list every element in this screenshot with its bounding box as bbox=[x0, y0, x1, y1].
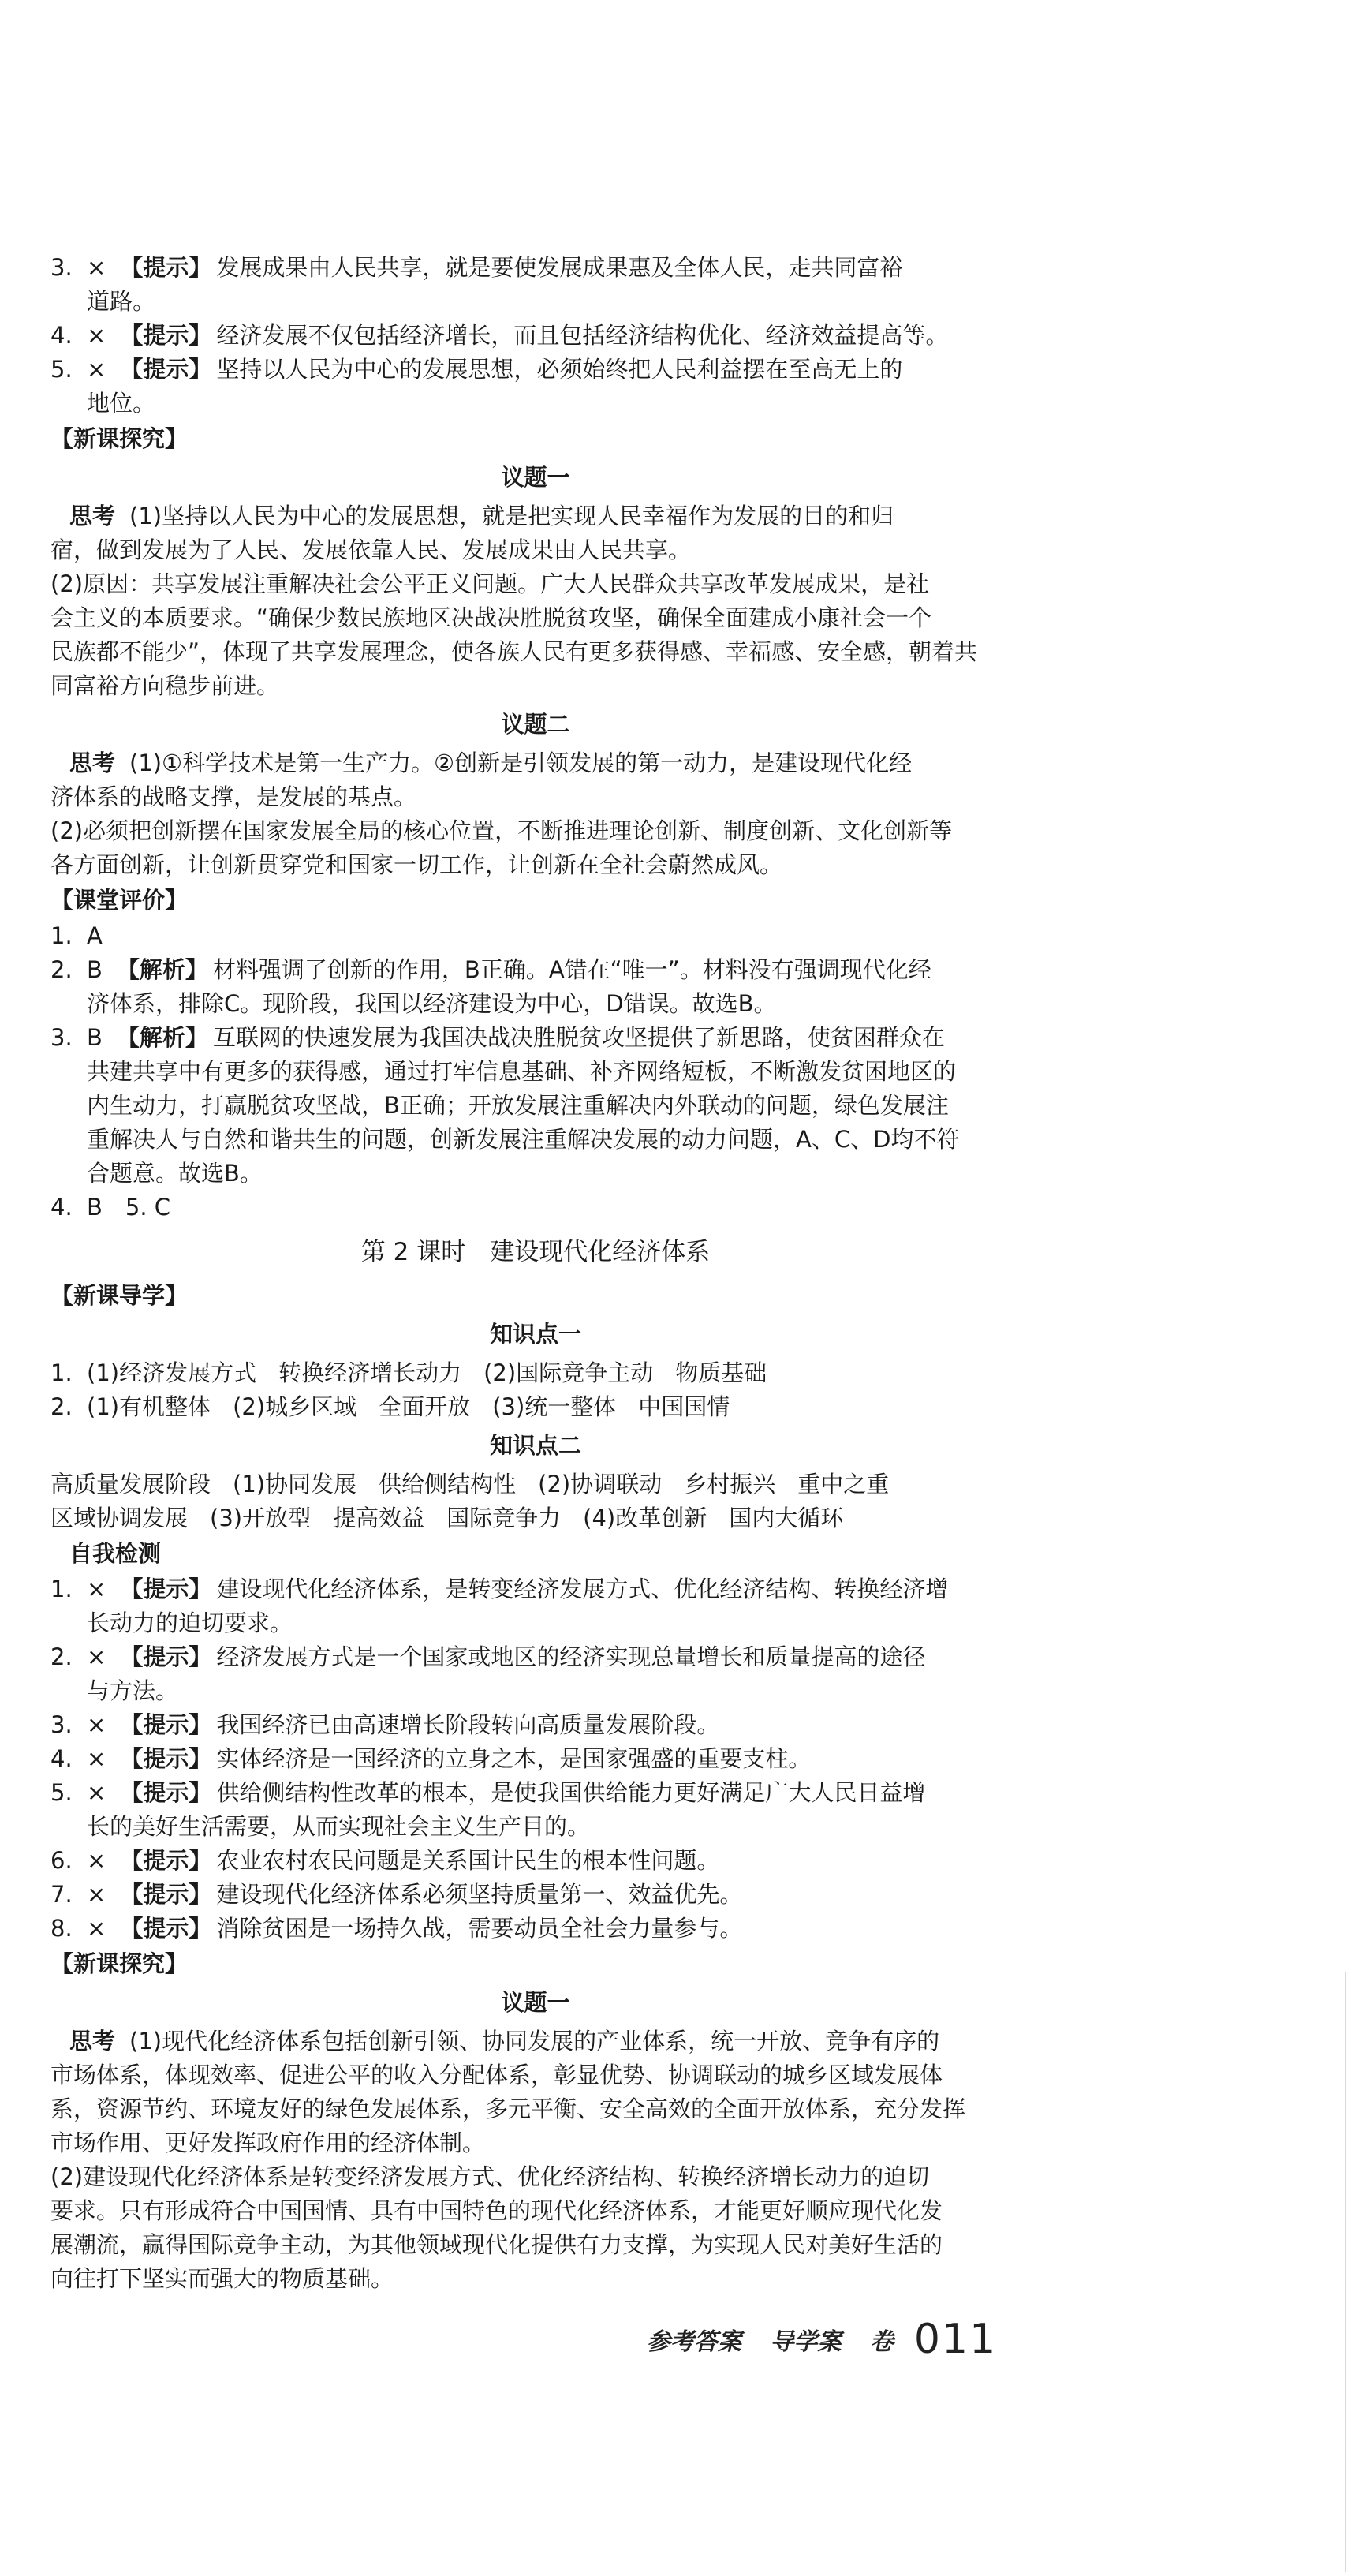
item-number: 1. bbox=[50, 1576, 73, 1602]
answer-item bbox=[50, 1021, 1021, 1191]
hint-tag: 【提示】 bbox=[120, 1915, 212, 1942]
answer-item bbox=[50, 1776, 1021, 1844]
cross-mark: × bbox=[87, 1745, 106, 1772]
text-line: (2)建设现代化经济体系是转变经济发展方式、优化经济结构、转换经济增长动力的迫切 bbox=[50, 2163, 930, 2190]
hint-text: 农业农村农民问题是关系国计民生的根本性问题。 bbox=[216, 1847, 720, 1874]
knowledge-point-heading: 知识点一 bbox=[489, 1321, 581, 1348]
item-number: 1. bbox=[50, 1359, 73, 1386]
text-line: (1)现代化经济体系包括创新引领、协同发展的产业体系，统一开放、竞争有序的 bbox=[129, 2028, 940, 2054]
section-heading: 【新课探究】 bbox=[50, 425, 189, 452]
hint-tag: 【提示】 bbox=[120, 1847, 212, 1874]
item-number: 4. bbox=[50, 1745, 73, 1772]
item-number: 3. bbox=[50, 254, 73, 281]
hint-text: 建设现代化经济体系必须坚持质量第一、效益优先。 bbox=[216, 1881, 743, 1908]
analysis-text: 济体系，排除C。现阶段，我国以经济建设为中心，D错误。故选B。 bbox=[87, 990, 777, 1017]
topic-heading: 议题一 bbox=[501, 1989, 570, 2016]
fill-answer: 物质基础 bbox=[675, 1359, 767, 1386]
topic-heading: 议题一 bbox=[501, 464, 570, 491]
answer-item bbox=[50, 1742, 1021, 1776]
answer-item bbox=[50, 319, 1021, 353]
cross-mark: × bbox=[87, 254, 106, 281]
thinking-label: 思考 bbox=[69, 2028, 116, 2054]
analysis-text: 互联网的快速发展为我国决战决胜脱贫攻坚提供了新思路，使贫困群众在 bbox=[212, 1024, 945, 1051]
item-number: 2. bbox=[50, 956, 73, 983]
answer-choice: B bbox=[87, 1024, 103, 1051]
cross-mark: × bbox=[87, 1779, 106, 1806]
cross-mark: × bbox=[87, 356, 106, 383]
answer-item bbox=[50, 1844, 1021, 1878]
text-line: 要求。只有形成符合中国国情、具有中国特色的现代化经济体系，才能更好顺应现代化发 bbox=[50, 2197, 943, 2224]
fill-answer: (4)改革创新 bbox=[583, 1505, 707, 1531]
item-number: 5. bbox=[50, 1779, 73, 1806]
section-heading: 【新课导学】 bbox=[50, 1282, 189, 1309]
lesson-title: 第 2 课时 建设现代化经济体系 bbox=[360, 1238, 711, 1266]
text-line: 市场作用、更好发挥政府作用的经济体制。 bbox=[50, 2129, 486, 2156]
answer-text: B 5. C bbox=[87, 1194, 171, 1221]
text-line: 会主义的本质要求。“确保少数民族地区决战决胜脱贫攻坚，确保全面建成小康社会一个 bbox=[50, 604, 932, 631]
cross-mark: × bbox=[87, 1881, 106, 1908]
fill-answer: 供给侧结构性 bbox=[379, 1471, 517, 1497]
cross-mark: × bbox=[87, 1915, 106, 1942]
text-line: (2)原因：共享发展注重解决社会公平正义问题。广大人民群众共享改革发展成果，是社 bbox=[50, 570, 930, 597]
knowledge-point-heading: 知识点二 bbox=[489, 1432, 581, 1459]
item-number: 4. bbox=[50, 1194, 73, 1221]
section-heading: 【课堂评价】 bbox=[50, 887, 189, 914]
hint-text: 地位。 bbox=[87, 390, 156, 417]
fill-answer: 提高效益 bbox=[333, 1505, 425, 1531]
footer-label: 导学案 bbox=[770, 2328, 842, 2356]
topic-heading: 议题二 bbox=[501, 711, 570, 738]
text-line: 系，资源节约、环境友好的绿色发展体系，多元平衡、安全高效的全面开放体系，充分发挥 bbox=[50, 2096, 966, 2122]
fill-answer-row bbox=[50, 1467, 1021, 1501]
fill-answer: 重中之重 bbox=[797, 1471, 890, 1497]
text-line: 市场体系，体现效率、促进公平的收入分配体系，彰显优势、协调联动的城乡区域发展体 bbox=[50, 2062, 943, 2088]
answer-item bbox=[50, 1912, 1021, 1946]
hint-tag: 【提示】 bbox=[120, 1711, 212, 1738]
analysis-text: 重解决人与自然和谐共生的问题，创新发展注重解决发展的动力问题，A、C、D均不符 bbox=[87, 1126, 960, 1153]
cross-mark: × bbox=[87, 1847, 106, 1874]
hint-text: 道路。 bbox=[87, 288, 156, 315]
item-number: 1. bbox=[50, 922, 73, 949]
footer-label: 卷 bbox=[869, 2328, 894, 2356]
hint-tag: 【提示】 bbox=[120, 1643, 212, 1670]
hint-text: 供给侧结构性改革的根本，是使我国供给能力更好满足广大人民日益增 bbox=[216, 1779, 926, 1806]
analysis-text: 共建共享中有更多的获得感，通过打牢信息基础、补齐网络短板，不断激发贫困地区的 bbox=[87, 1058, 957, 1085]
answer-item bbox=[50, 1708, 1021, 1742]
fill-answer: (2)国际竞争主动 bbox=[483, 1359, 654, 1386]
fill-answer: 乡村振兴 bbox=[684, 1471, 776, 1497]
page-number: 011 bbox=[913, 2316, 998, 2363]
hint-text: 消除贫困是一场持久战，需要动员全社会力量参与。 bbox=[216, 1915, 743, 1942]
analysis-text: 内生动力，打赢脱贫攻坚战，B正确；开放发展注重解决内外联动的问题，绿色发展注 bbox=[87, 1092, 949, 1119]
hint-tag: 【提示】 bbox=[120, 1576, 212, 1602]
fill-answer: 高质量发展阶段 bbox=[50, 1471, 211, 1497]
item-number: 3. bbox=[50, 1024, 73, 1051]
fill-answer: (3)开放型 bbox=[210, 1505, 312, 1531]
hint-text: 发展成果由人民共享，就是要使发展成果惠及全体人民，走共同富裕 bbox=[216, 254, 903, 281]
hint-text: 建设现代化经济体系，是转变经济发展方式、优化经济结构、转换经济增 bbox=[216, 1576, 949, 1602]
answer-item bbox=[50, 1390, 1021, 1424]
item-number: 2. bbox=[50, 1393, 73, 1420]
item-number: 5. bbox=[50, 356, 73, 383]
answer-item bbox=[50, 919, 1021, 953]
fill-answer: 国内大循环 bbox=[729, 1505, 844, 1531]
thinking-label: 思考 bbox=[69, 503, 116, 529]
hint-text: 经济发展方式是一个国家或地区的经济实现总量增长和质量提高的途径 bbox=[216, 1643, 926, 1670]
answer-choice: B bbox=[87, 956, 103, 983]
text-line: 同富裕方向稳步前进。 bbox=[50, 672, 280, 699]
fill-answer: (1)经济发展方式 bbox=[87, 1359, 257, 1386]
hint-text: 坚持以人民为中心的发展思想，必须始终把人民利益摆在至高无上的 bbox=[216, 356, 903, 383]
fill-answer: (2)协调联动 bbox=[538, 1471, 663, 1497]
answer-item bbox=[50, 953, 1021, 1021]
hint-tag: 【提示】 bbox=[120, 322, 212, 349]
text-line: (1)坚持以人民为中心的发展思想，就是把实现人民幸福作为发展的目的和归 bbox=[129, 503, 894, 529]
fill-answer: (2)城乡区域 bbox=[233, 1393, 357, 1420]
thinking-paragraph bbox=[50, 746, 1021, 780]
thinking-paragraph bbox=[50, 499, 1021, 533]
answer-item bbox=[50, 1191, 1021, 1224]
fill-answer: (1)协同发展 bbox=[233, 1471, 357, 1497]
analysis-text: 合题意。故选B。 bbox=[87, 1160, 263, 1187]
scan-edge-line bbox=[1345, 1972, 1346, 2572]
answer-item bbox=[50, 1878, 1021, 1912]
item-number: 2. bbox=[50, 1643, 73, 1670]
hint-text: 长动力的迫切要求。 bbox=[87, 1610, 293, 1636]
item-number: 8. bbox=[50, 1915, 73, 1942]
hint-tag: 【提示】 bbox=[120, 1745, 212, 1772]
hint-text: 实体经济是一国经济的立身之本，是国家强盛的重要支柱。 bbox=[216, 1745, 812, 1772]
footer-label: 参考答案 bbox=[647, 2328, 741, 2356]
cross-mark: × bbox=[87, 1643, 106, 1670]
answer-item bbox=[50, 251, 1021, 319]
hint-tag: 【提示】 bbox=[120, 1881, 212, 1908]
hint-tag: 【提示】 bbox=[120, 356, 212, 383]
analysis-tag: 【解析】 bbox=[116, 1024, 208, 1051]
answer-item bbox=[50, 1572, 1021, 1640]
fill-answer: 中国国情 bbox=[638, 1393, 730, 1420]
fill-answer: 国际竞争力 bbox=[446, 1505, 562, 1531]
fill-answer-row bbox=[50, 1501, 1021, 1535]
thinking-paragraph bbox=[50, 2025, 1021, 2058]
text-line: 向往打下坚实而强大的物质基础。 bbox=[50, 2265, 394, 2292]
hint-text: 经济发展不仅包括经济增长，而且包括经济结构优化、经济效益提高等。 bbox=[216, 322, 949, 349]
fill-answer: 全面开放 bbox=[379, 1393, 471, 1420]
cross-mark: × bbox=[87, 1576, 106, 1602]
item-number: 7. bbox=[50, 1881, 73, 1908]
text-line: 宿，做到发展为了人民、发展依靠人民、发展成果由人民共享。 bbox=[50, 537, 692, 563]
hint-text: 与方法。 bbox=[87, 1677, 179, 1704]
analysis-tag: 【解析】 bbox=[116, 956, 208, 983]
hint-text: 我国经济已由高速增长阶段转向高质量发展阶段。 bbox=[216, 1711, 720, 1738]
fill-answer: 区域协调发展 bbox=[50, 1505, 189, 1531]
text-line: (1)①科学技术是第一生产力。②创新是引领发展的第一动力，是建设现代化经 bbox=[129, 750, 913, 776]
fill-answer: 转换经济增长动力 bbox=[278, 1359, 462, 1386]
item-number: 3. bbox=[50, 1711, 73, 1738]
answer-item bbox=[50, 1356, 1021, 1390]
fill-answer: (1)有机整体 bbox=[87, 1393, 211, 1420]
answer-text: A bbox=[87, 922, 103, 949]
hint-tag: 【提示】 bbox=[120, 1779, 212, 1806]
fill-answer: (3)统一整体 bbox=[492, 1393, 617, 1420]
section-heading: 【新课探究】 bbox=[50, 1950, 189, 1977]
text-line: (2)必须把创新摆在国家发展全局的核心位置，不断推进理论创新、制度创新、文化创新等 bbox=[50, 817, 953, 844]
item-number: 6. bbox=[50, 1847, 73, 1874]
answer-content bbox=[50, 251, 1021, 2296]
answer-item bbox=[50, 1640, 1021, 1708]
text-line: 济体系的战略支撑，是发展的基点。 bbox=[50, 783, 417, 810]
text-line: 各方面创新，让创新贯穿党和国家一切工作，让创新在全社会蔚然成风。 bbox=[50, 851, 783, 878]
hint-tag: 【提示】 bbox=[120, 254, 212, 281]
item-number: 4. bbox=[50, 322, 73, 349]
cross-mark: × bbox=[87, 1711, 106, 1738]
text-line: 展潮流，赢得国际竞争主动，为其他领域现代化提供有力支撑，为实现人民对美好生活的 bbox=[50, 2231, 943, 2258]
hint-text: 长的美好生活需要，从而实现社会主义生产目的。 bbox=[87, 1813, 591, 1840]
text-line: 民族都不能少”，体现了共享发展理念，使各族人民有更多获得感、幸福感、安全感，朝着共 bbox=[50, 638, 978, 665]
self-check-heading: 自我检测 bbox=[69, 1540, 162, 1567]
page-footer bbox=[647, 2316, 1017, 2363]
cross-mark: × bbox=[87, 322, 106, 349]
answer-item bbox=[50, 353, 1021, 421]
analysis-text: 材料强调了创新的作用，B正确。A错在“唯一”。材料没有强调现代化经 bbox=[212, 956, 931, 983]
thinking-label: 思考 bbox=[69, 750, 116, 776]
